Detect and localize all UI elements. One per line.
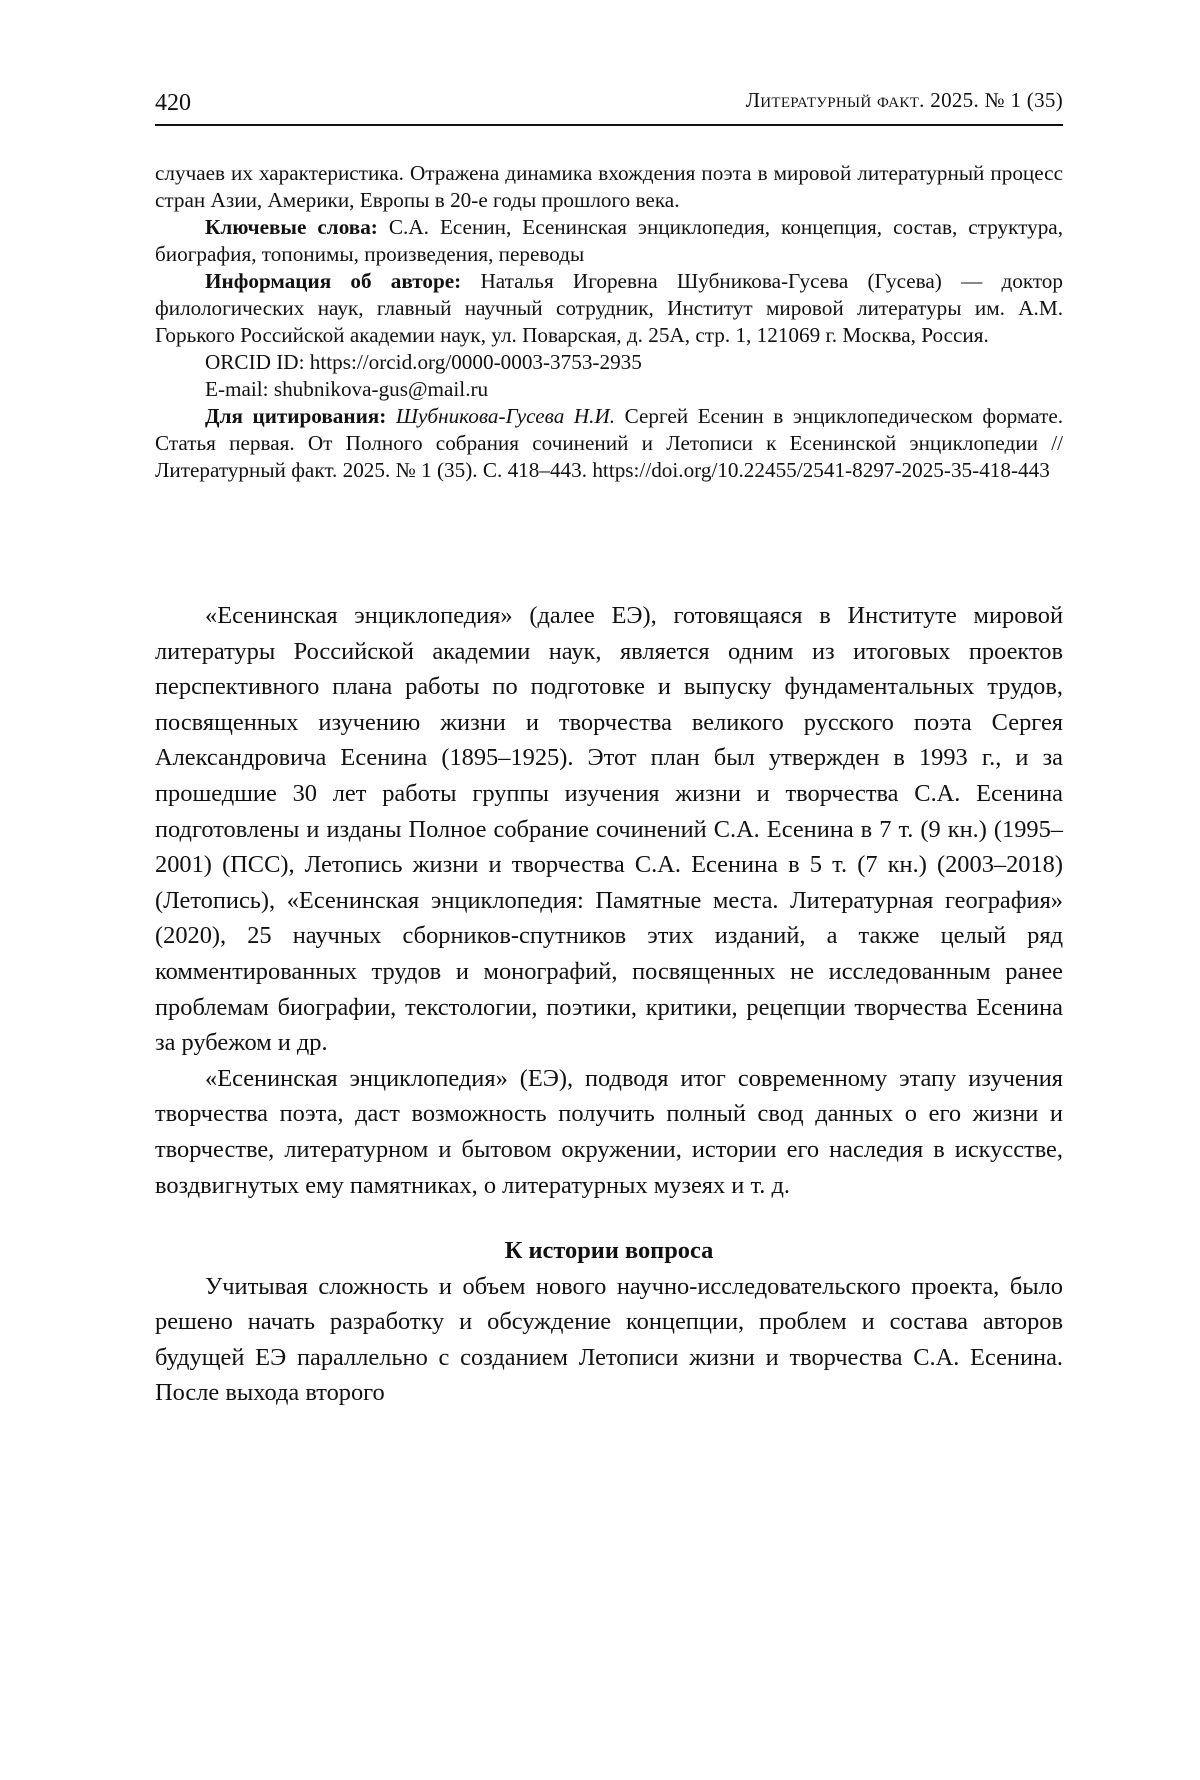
orcid-line: ORCID ID: https://orcid.org/0000-0003-3753-2935 [205,350,642,374]
keywords-label: Ключевые слова: [205,215,378,239]
citation-paragraph [155,403,1063,484]
journal-page [155,84,1063,1411]
article-body [155,598,1063,1411]
email-line: E-mail: shubnikova-gus@mail.ru [205,377,489,401]
body-paragraph-1: «Есенинская энциклопедия» (далее ЕЭ), готовящаяся в Институте мировой литературы Российской академии наук, является одним из итоговых проектов перспективного плана работы по подготовке и выпуску фундаментальных трудов, посвященных изучению жизни и творчества великого русского поэта Сергея Александровича Есенина (1895–1925). Этот план был утвержден в 1993 г., и за прошедшие 30 лет работы группы изучения жизни и творчества С.А. Есенина подготовлены и изданы Полное собрание сочинений С.А. Есенина в 7 т. (9 кн.) (1995–2001) (ПСС), Летопись жизни и творчества С.А. Есенина в 5 т. (7 кн.) (2003–2018) (Летопись), «Есенинская энциклопедия: Памятные места. Литературная география» (2020), 25 научных сборников-спутников этих изданий, а также целый ряд комментированных трудов и монографий, посвященных не исследованным ранее проблемам биографии, текстологии, поэтики, критики, рецепции творчества Есенина за рубежом и др. [155,602,1063,1057]
abstract-summary-tail: случаев их характеристика. Отражена динамика вхождения поэта в мировой литературный процесс стран Азии, Америки, Европы в 20-е годы прошлого века. [155,161,1063,212]
keywords-paragraph [155,214,1063,268]
body-paragraph-3: Учитывая сложность и объем нового научно-исследовательского проекта, было решено начать разработку и обсуждение концепции, проблем и состава авторов будущей ЕЭ параллельно с созданием Летописи жизни и творчества С.А. Есенина. После выхода второго [155,1272,1063,1407]
citation-label: Для цитирования: [205,404,387,428]
running-header [155,84,1063,126]
article-abstract [155,160,1063,484]
author-info-text: Наталья Игоревна Шубникова-Гусева (Гусева) — доктор филологических наук, главный научный сотрудник, Институт мировой литературы им. А.М. Горького Российской академии наук, ул. Поварская, д. 25А, стр. 1, 121069 г. Москва, Россия. [155,269,1063,347]
author-info-paragraph [155,268,1063,349]
author-info-label: Информация об авторе: [205,269,462,293]
body-paragraph-2: «Есенинская энциклопедия» (ЕЭ), подводя итог современному этапу изучения творчества поэта, даст возможность получить полный свод данных о его жизни и творчестве, литературном и бытовом окружении, истории его наследия в искусстве, воздвигнутых ему памятниках, о литературных музеях и т. д. [155,1064,1063,1199]
section-heading: К истории вопроса [504,1237,714,1265]
journal-reference: Литературный факт. 2025. № 1 (35) [745,88,1063,112]
citation-text: Сергей Есенин в энциклопедическом формате. Статья первая. От Полного собрания сочинений и Летописи к Есенинской энциклопедии // Литературный факт. 2025. № 1 (35). С. 418–443. https://doi.org/10.22455/2541-8297-2025-35-418-443 [155,404,1064,482]
keywords-text: С.А. Есенин, Есенинская энциклопедия, концепция, состав, структура, биография, топонимы, произведения, переводы [155,215,1063,266]
citation-author: Шубникова-Гусева Н.И. [395,404,616,428]
page-number: 420 [155,90,191,116]
